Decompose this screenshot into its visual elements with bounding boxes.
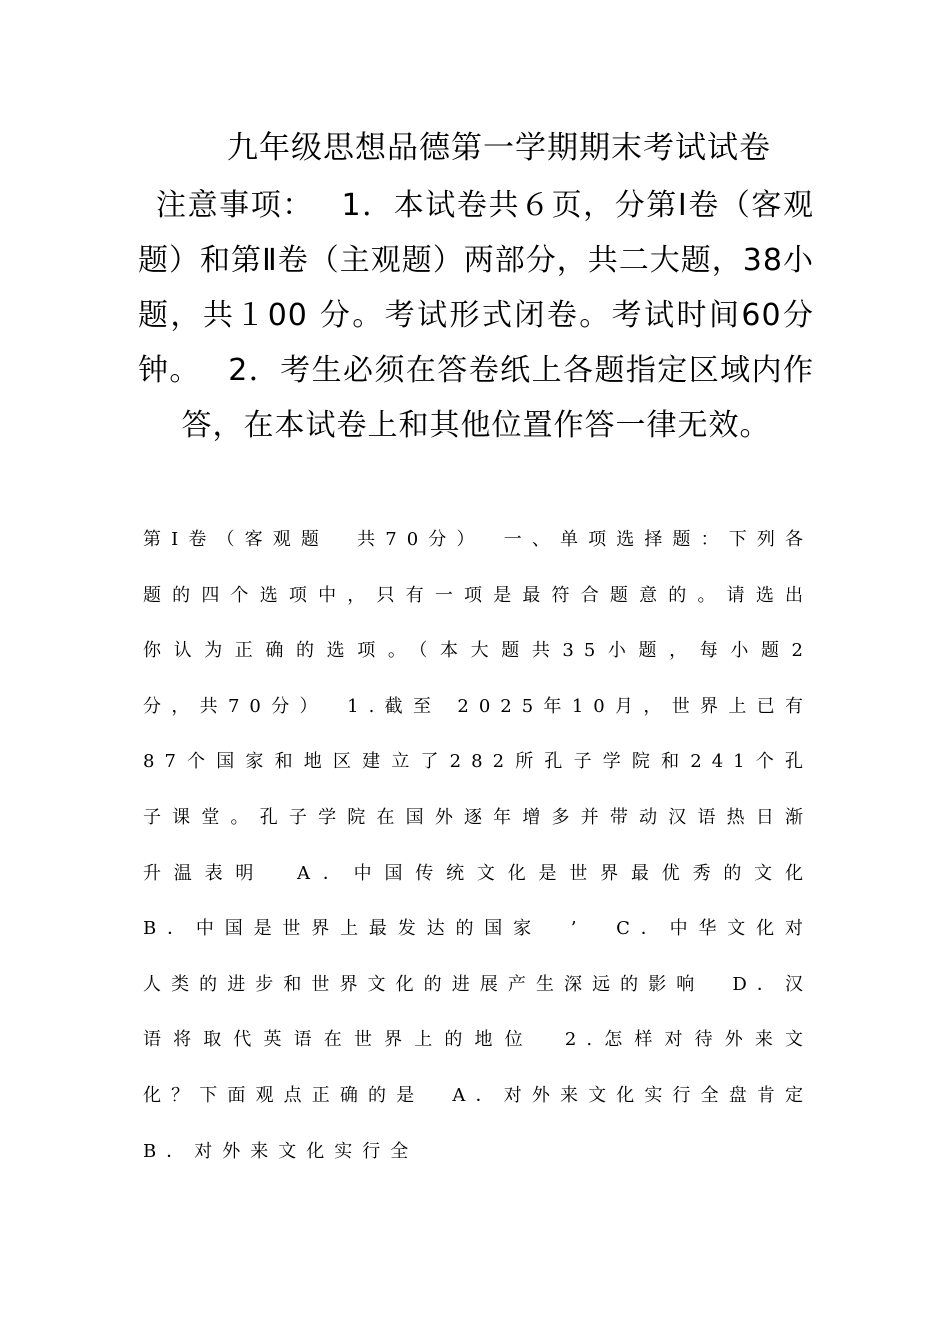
exam-notice: 注意事项： 1．本试卷共６页，分第Ⅰ卷（客观题）和第Ⅱ卷（主观题）两部分，共二大题，38小题，共１00 分。考试形式闭卷。考试时间60分钟。 2．考生必须在答卷纸上各题指定区域内作答，在本试卷上和其他位置作答一律无效。 (138, 188, 814, 443)
exam-body-text: 第Ⅰ卷（客观题 共70分） 一、单项选择题：下列各题的四个选项中，只有一项是最符合题意的。请选出你认为正确的选项。（本大题共35小题，每小题2分，共70分） 1.截至 2025年10月，世界上已有87个国家和地区建立了282所孔子学院和241个孔子课堂。孔子学院在国外逐年增多并带动汉语热日渐升温表明 A．中国传统文化是世界最优秀的文化 B．中国是世界上最发达的国家 ’ C．中华文化对人类的进步和世界文化的进展产生深远的影响 D．汉语将取代英语在世界上的地位 2.怎样对待外来文化？下面观点正确的是 A．对外来文化实行全盘肯定 B．对外来文化实行全 (143, 529, 841, 1162)
exam-title: 九年级思想品德第一学期期末考试试卷 (227, 130, 771, 166)
